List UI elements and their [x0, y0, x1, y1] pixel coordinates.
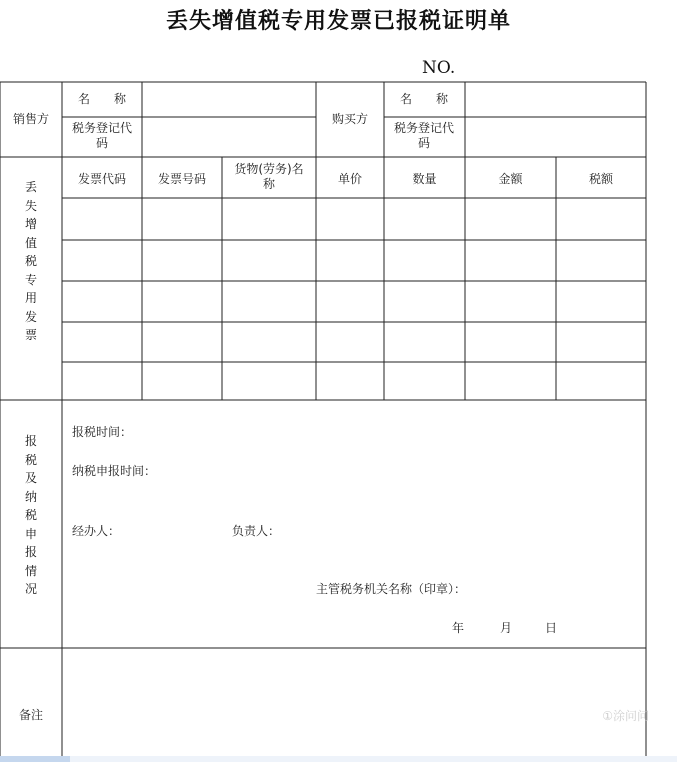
- column-header: 数量: [412, 172, 437, 186]
- column-header: 单价: [337, 172, 362, 186]
- column-header: 税额: [588, 172, 613, 186]
- bottom-scroll-bar[interactable]: [0, 756, 677, 762]
- date-day-label: 日: [545, 621, 558, 635]
- date-year-label: 年: [452, 621, 465, 635]
- scroll-thumb[interactable]: [0, 756, 70, 762]
- report-section-label: 报税及纳税申报情况: [24, 434, 37, 596]
- column-header: 货物(劳务)名称: [234, 162, 304, 191]
- form-title: 丢失增值税专用发票已报税证明单: [165, 8, 511, 34]
- column-header: 金额: [498, 172, 523, 186]
- buyer-label: 购买方: [331, 112, 368, 126]
- watermark: ①涂问问: [602, 709, 649, 723]
- buyer-tax-id-label: 税务登记代码: [393, 121, 454, 150]
- seller-label: 销售方: [12, 112, 49, 126]
- column-header: 发票号码: [157, 172, 206, 186]
- handler-label: 经办人：: [72, 524, 121, 538]
- remarks-label: 备注: [18, 708, 43, 722]
- date-month-label: 月: [500, 621, 513, 635]
- seller-name-label: 名 称: [77, 92, 126, 106]
- tax-authority-label: 主管税务机关名称（印章）：: [316, 582, 467, 596]
- responsible-label: 负责人：: [232, 524, 281, 538]
- form-number-label: NO.: [422, 58, 456, 78]
- tax-report-time-label: 报税时间：: [72, 425, 133, 439]
- declaration-time-label: 纳税申报时间：: [72, 464, 157, 478]
- invoice-section-label: 丢失增值税专用发票: [24, 180, 37, 342]
- seller-tax-id-label: 税务登记代码: [71, 121, 132, 150]
- buyer-name-label: 名 称: [399, 92, 448, 106]
- column-header: 发票代码: [77, 172, 126, 186]
